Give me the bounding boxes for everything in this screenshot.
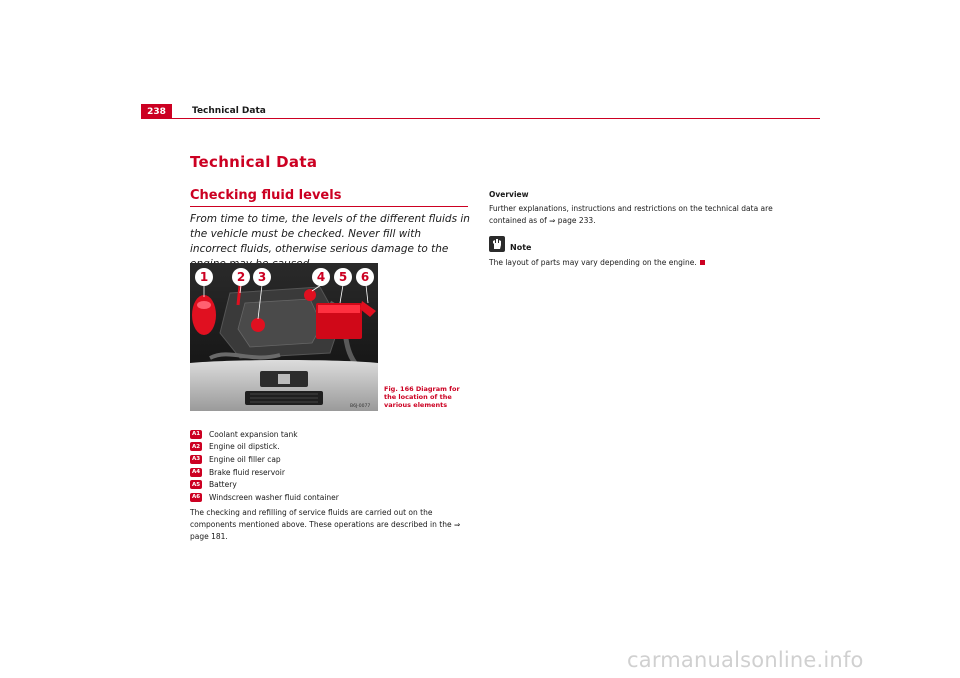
callout-3: 3	[253, 268, 271, 286]
section-intro: From time to time, the levels of the different fluids in the vehicle must be checked. Never fill with incorrect fluids, otherwise serious damage to the	[190, 213, 470, 255]
legend-badge: A2	[191, 443, 201, 450]
note-icon	[489, 236, 505, 252]
legend-label: Engine oil filler cap	[209, 454, 281, 464]
legend-item	[190, 453, 470, 466]
note-header	[489, 236, 531, 252]
watermark: carmanualsonline.info	[627, 648, 864, 672]
note-text: The layout of parts may vary depending on the engine.	[489, 258, 697, 267]
chapter-title: Technical Data	[190, 153, 318, 171]
callout-2: 2	[232, 268, 250, 286]
legend-label: Brake fluid reservoir	[209, 467, 285, 477]
page-number: 238	[141, 104, 172, 119]
body-paragraph: The checking and refilling of service fluids are carried out on the components mentioned above. These operations are described in the ⇒ page 181.	[190, 508, 461, 541]
legend-badge: A4	[191, 469, 201, 476]
legend-badge: A6	[191, 494, 201, 501]
note-label: Note	[510, 243, 532, 252]
figure-caption: Fig. 166 Diagram for the location of the various elements	[384, 385, 460, 409]
legend-label: Battery	[209, 480, 237, 490]
legend-label: Engine oil dipstick.	[209, 442, 280, 452]
callout-6: 6	[356, 268, 374, 286]
figure-code: B6J-0077	[350, 404, 371, 409]
header-divider	[141, 118, 820, 119]
legend-item	[190, 491, 470, 504]
legend-item	[190, 478, 470, 491]
legend-item	[190, 466, 470, 479]
note-paragraph	[489, 257, 789, 269]
legend-list	[190, 428, 470, 504]
legend-label: Coolant expansion tank	[209, 429, 298, 439]
callout-1: 1	[195, 268, 213, 286]
running-title: Technical Data	[192, 106, 266, 116]
callout-5: 5	[334, 268, 352, 286]
legend-badge: A5	[191, 481, 201, 488]
legend-badge: A1	[191, 431, 201, 438]
section-title: Checking fluid levels	[190, 188, 342, 203]
legend-label: Windscreen washer fluid container	[209, 492, 339, 502]
engine-bay-figure	[190, 263, 378, 411]
legend-item	[190, 428, 470, 441]
legend-item	[190, 441, 470, 454]
end-of-section-icon	[700, 260, 705, 265]
callout-4: 4	[312, 268, 330, 286]
section-divider	[190, 206, 468, 207]
legend-badge: A3	[191, 456, 201, 463]
overview-paragraph: Further explanations, instructions and restrictions on the technical data are contained as of ⇒ page 233.	[489, 204, 773, 225]
overview-heading: Overview	[489, 190, 529, 199]
